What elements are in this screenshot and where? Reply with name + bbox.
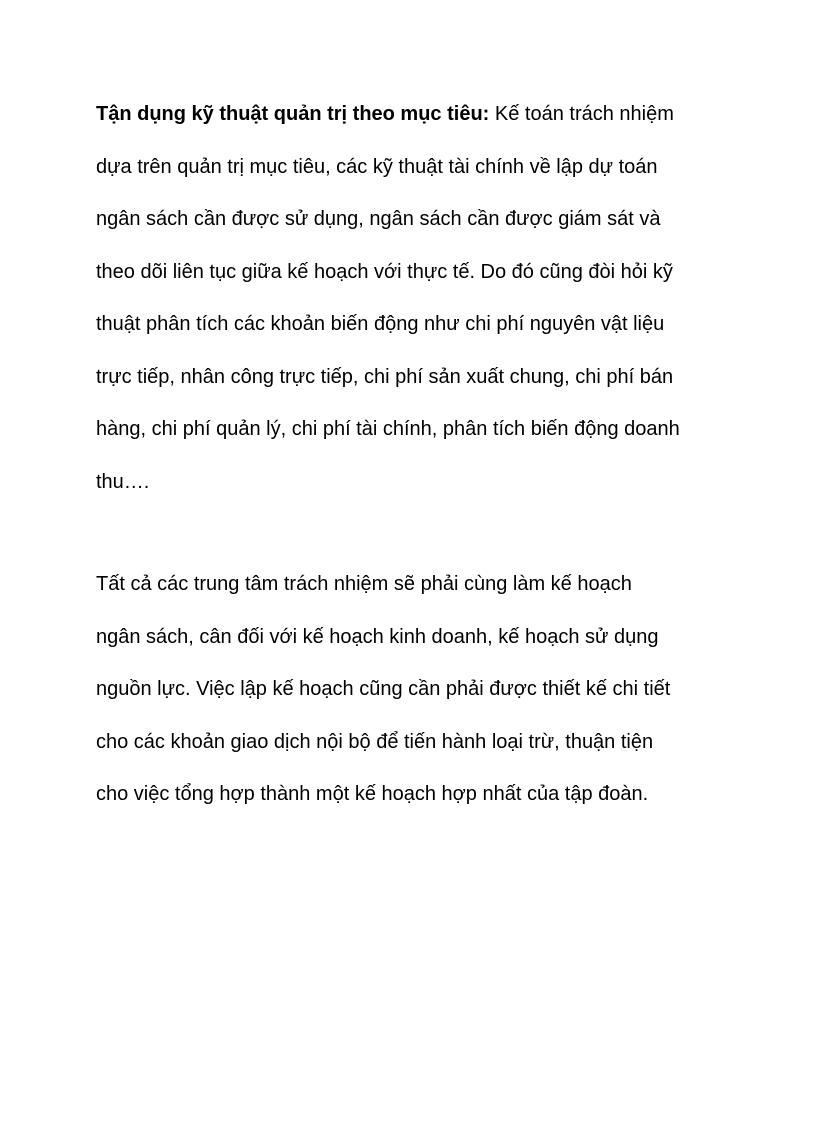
paragraph-1-line-5: thuật phân tích các khoản biến động như chi phí nguyên vật liệu bbox=[96, 313, 665, 335]
paragraph-2-line-3: nguồn lực. Việc lập kế hoạch cũng cần phải được thiết kế chi tiết bbox=[96, 678, 671, 700]
paragraph-2-line-1: Tất cả các trung tâm trách nhiệm sẽ phải cùng làm kế hoạch bbox=[96, 573, 632, 595]
paragraph-1 bbox=[96, 88, 736, 508]
paragraph-1-line-2: dựa trên quản trị mục tiêu, các kỹ thuật tài chính về lập dự toán bbox=[96, 155, 658, 178]
paragraph-2 bbox=[96, 558, 736, 821]
paragraph-1-line-1-text: Kế toán trách nhiệm bbox=[489, 103, 674, 125]
paragraph-2-line-5: cho việc tổng hợp thành một kế hoạch hợp nhất của tập đoàn. bbox=[96, 783, 649, 805]
paragraph-1-line-4: theo dõi liên tục giữa kế hoạch với thực tế. Do đó cũng đòi hỏi kỹ bbox=[96, 260, 673, 283]
paragraph-1-line-6: trực tiếp, nhân công trực tiếp, chi phí sản xuất chung, chi phí bán bbox=[96, 365, 674, 388]
paragraph-1-line-8: thu…. bbox=[96, 470, 150, 493]
paragraph-1-line-3: ngân sách cần được sử dụng, ngân sách cần được giám sát và bbox=[96, 208, 661, 230]
paragraph-1-line-1 bbox=[96, 88, 736, 141]
paragraph-2-line-4: cho các khoản giao dịch nội bộ để tiến hành loại trừ, thuận tiện bbox=[96, 730, 654, 753]
paragraph-2-line-2: ngân sách, cân đối với kế hoạch kinh doanh, kế hoạch sử dụng bbox=[96, 625, 659, 648]
paragraph-1-heading: Tận dụng kỹ thuật quản trị theo mục tiêu: bbox=[96, 103, 490, 125]
paragraph-1-line-7: hàng, chi phí quản lý, chi phí tài chính, phân tích biến động doanh bbox=[96, 418, 680, 440]
